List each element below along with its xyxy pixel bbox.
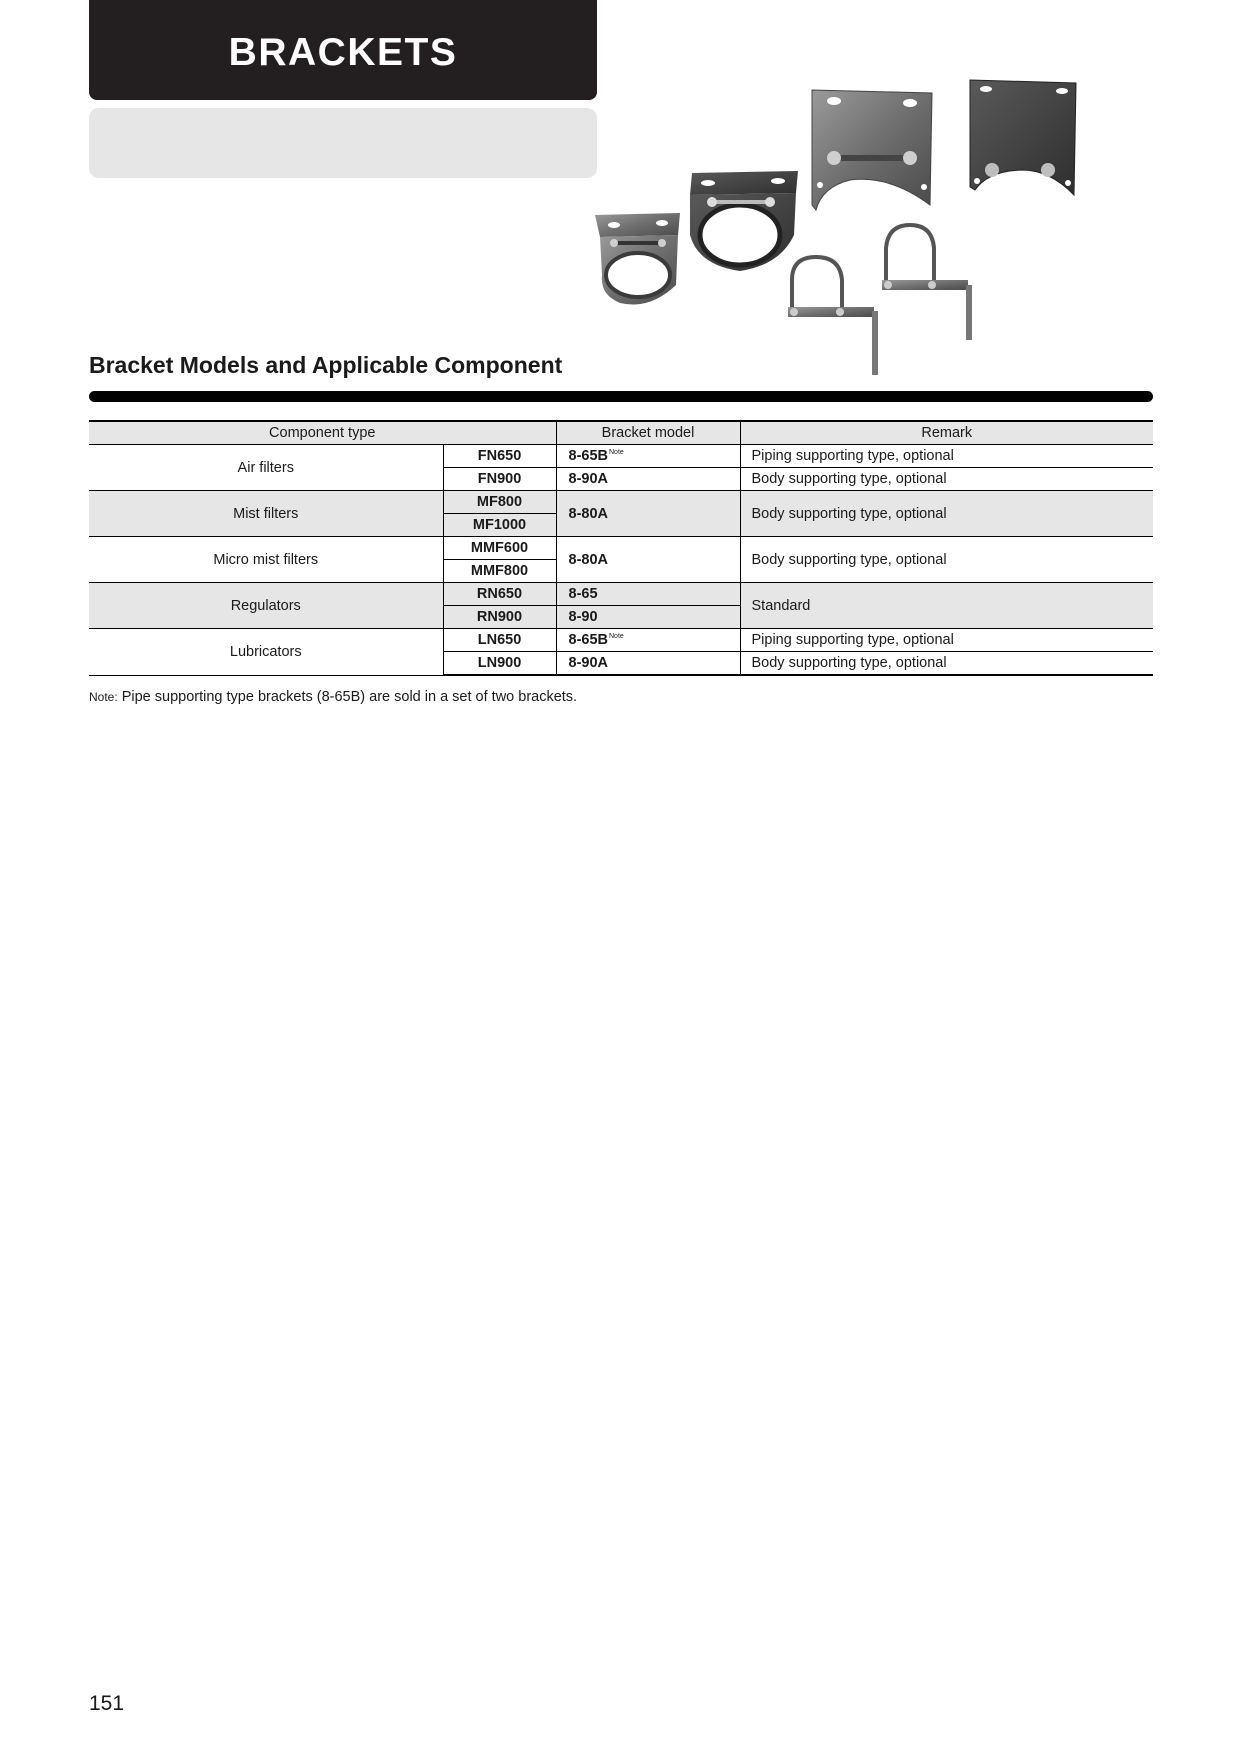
table-header-row	[89, 421, 1153, 445]
footnote	[89, 689, 577, 705]
model-cell: MF800	[443, 491, 556, 514]
bracket-cell	[556, 629, 740, 652]
bracket-model: 8-65B	[568, 448, 608, 464]
footnote-text: Pipe supporting type brackets (8-65B) are sold in a set of two brackets.	[117, 689, 578, 705]
bracket-model: 8-65B	[568, 632, 608, 648]
bracket-cell: 8-65	[556, 583, 740, 606]
model-cell: LN650	[443, 629, 556, 652]
bracket-cell	[556, 445, 740, 468]
small-ring-bracket	[595, 213, 680, 305]
dark-ring-bracket	[690, 171, 798, 271]
bracket-cell: 8-90A	[556, 468, 740, 491]
table-row	[89, 537, 1153, 560]
page-title: BRACKETS	[228, 31, 458, 74]
table-row	[89, 491, 1153, 514]
bracket-cell: 8-90	[556, 606, 740, 629]
footnote-label: Note:	[89, 690, 118, 704]
bracket-cell: 8-90A	[556, 652, 740, 676]
model-cell: FN650	[443, 445, 556, 468]
header-remark: Remark	[740, 421, 1153, 445]
bracket-table	[89, 420, 1153, 676]
large-flat-bracket	[812, 90, 932, 210]
remark-cell: Standard	[740, 583, 1153, 629]
note-marker: Note	[609, 633, 624, 640]
header-bracket-model: Bracket model	[556, 421, 740, 445]
model-cell: MF1000	[443, 514, 556, 537]
title-block	[89, 0, 597, 100]
u-bolt-bracket-2	[882, 225, 972, 340]
section-rule	[89, 391, 1153, 402]
remark-cell: Body supporting type, optional	[740, 537, 1153, 583]
u-bolt-bracket-1	[788, 257, 878, 375]
subtitle-block	[89, 108, 597, 178]
remark-cell: Body supporting type, optional	[740, 468, 1153, 491]
model-cell: LN900	[443, 652, 556, 676]
component-type-cell: Micro mist filters	[89, 537, 443, 583]
model-cell: RN650	[443, 583, 556, 606]
remark-cell: Body supporting type, optional	[740, 491, 1153, 537]
section-title: Bracket Models and Applicable Component	[89, 352, 563, 378]
remark-cell: Body supporting type, optional	[740, 652, 1153, 676]
component-type-cell: Air filters	[89, 445, 443, 491]
remark-cell: Piping supporting type, optional	[740, 629, 1153, 652]
bracket-cell: 8-80A	[556, 491, 740, 537]
bracket-photo-icon	[590, 75, 1100, 385]
component-type-cell: Regulators	[89, 583, 443, 629]
component-type-cell: Mist filters	[89, 491, 443, 537]
remark-cell: Piping supporting type, optional	[740, 445, 1153, 468]
bracket-cell: 8-80A	[556, 537, 740, 583]
header-component-type: Component type	[89, 421, 556, 445]
component-type-cell: Lubricators	[89, 629, 443, 676]
model-cell: FN900	[443, 468, 556, 491]
table-row	[89, 629, 1153, 652]
table-row	[89, 583, 1153, 606]
model-cell: MMF600	[443, 537, 556, 560]
model-cell: RN900	[443, 606, 556, 629]
table-row	[89, 445, 1153, 468]
model-cell: MMF800	[443, 560, 556, 583]
note-marker: Note	[609, 449, 624, 456]
page-number: 151	[89, 1692, 125, 1715]
large-dark-bracket	[970, 80, 1076, 195]
